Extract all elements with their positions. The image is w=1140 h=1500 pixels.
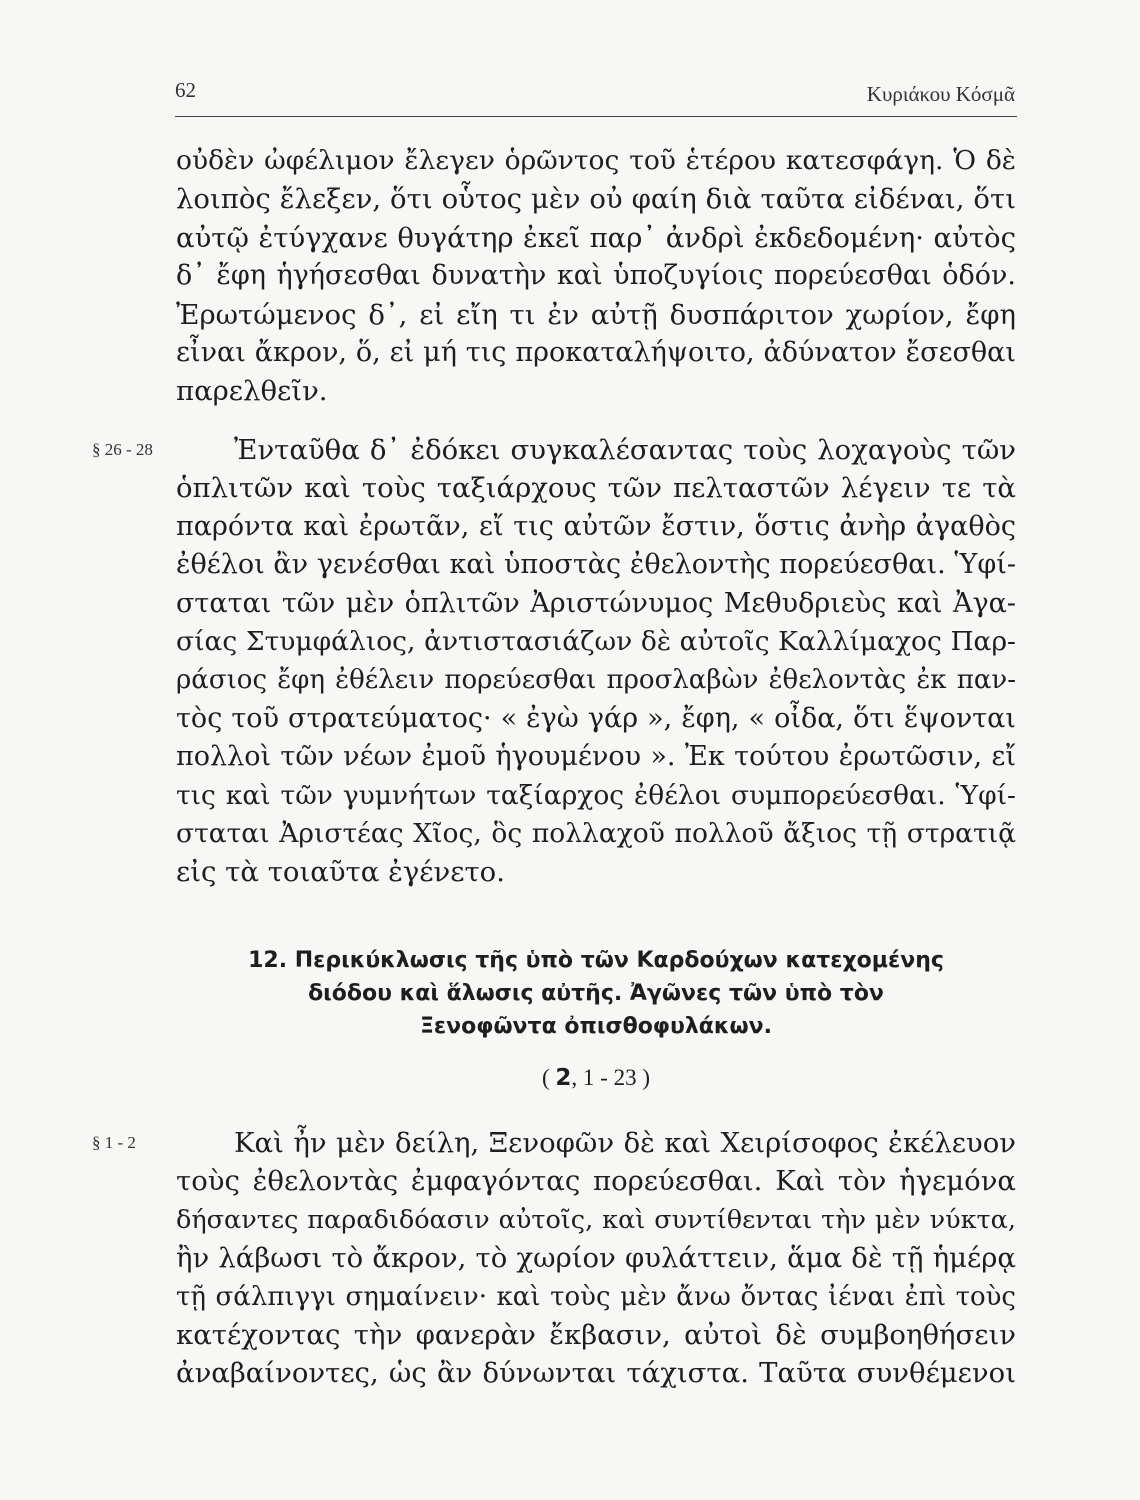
ref-open: (: [541, 1065, 556, 1090]
ref-rest: , 1 - 23 ): [571, 1065, 650, 1090]
text-line: Καὶ ἦν μὲν δείλη, Ξενοφῶν δὲ καὶ Χειρίσοφος ἐκέλευον: [234, 1127, 1016, 1159]
text-line: ράσιος ἔφη ἐθέλειν πορεύεσθαι προσλαβὼν ἐθελοντὰς ἐκ παν-: [176, 665, 1016, 696]
section-heading: [176, 944, 1016, 1043]
text-line: δ᾽ ἔφη ἡγήσεσθαι δυνατὴν καὶ ὑποζυγίοις πορεύεσθαι ὁδόν.: [176, 260, 1016, 292]
text-line: κατέχοντας τὴν φανερὰν ἔκβασιν, αὐτοὶ δὲ συμβοηθήσειν: [176, 1318, 1016, 1351]
heading-source-ref: [176, 1065, 1016, 1091]
page-number: 62: [175, 78, 196, 102]
paragraph-2: [176, 431, 1016, 892]
ref-book: 2: [555, 1065, 572, 1091]
text-line: παρελθεῖν.: [176, 375, 328, 408]
text-line: εἰς τὰ τοιαῦτα ἐγένετο.: [176, 856, 505, 889]
text-line: ἐθέλοι ἂν γενέσθαι καὶ ὑποστὰς ἐθελοντὴς πορεύεσθαι. Ὑφί-: [176, 549, 1016, 581]
text-line: ἀναβαίνοντες, ὡς ἂν δύνωνται τάχιστα. Ταῦτα συνθέμενοι: [176, 1357, 1016, 1390]
running-header: [175, 76, 1017, 117]
paragraph-3: [176, 1124, 1016, 1393]
text-line: Ἐνταῦθα δ᾽ ἐδόκει συγκαλέσαντας τοὺς λοχαγοὺς τῶν: [234, 434, 1016, 466]
text-line: ὁπλιτῶν καὶ τοὺς ταξιάρχους τῶν πελταστῶν λέγειν τε τὰ: [176, 472, 1016, 505]
heading-line: διόδου καὶ ἅλωσις αὐτῆς. Ἀγῶνες τῶν ὑπὸ τὸν: [308, 981, 884, 1006]
text-line: τῇ σάλπιγγι σημαίνειν· καὶ τοὺς μὲν ἄνω ὄντας ἰέναι ἐπὶ τοὺς: [176, 1281, 1016, 1312]
heading-line: 12. Περικύκλωσις τῆς ὑπὸ τῶν Καρδούχων κατεχομένης: [248, 948, 944, 973]
text-line: αὐτῷ ἐτύγχανε θυγάτηρ ἐκεῖ παρ᾽ ἀνδρὶ ἐκδεδομένη· αὐτὸς: [176, 221, 1016, 254]
paragraph-1: [176, 142, 1016, 411]
text-line: σταται Ἀριστέας Χῖος, ὃς πολλαχοῦ πολλοῦ ἄξιος τῇ στρατιᾷ: [176, 817, 1016, 849]
heading-line: Ξενοφῶντα ὀπισθοφυλάκων.: [419, 1014, 773, 1039]
text-line: σταται τῶν μὲν ὁπλιτῶν Ἀριστώνυμος Μεθυδριεὺς καὶ Ἀγα-: [176, 587, 1016, 619]
margin-section-ref: § 26 - 28: [92, 440, 153, 459]
text-line: λοιπὸς ἔλεξεν, ὅτι οὗτος μὲν οὐ φαίη διὰ ταῦτα εἰδέναι, ὅτι: [176, 183, 1016, 216]
margin-section-ref: § 1 - 2: [92, 1133, 136, 1152]
text-line: δήσαντες παραδιδόασιν αὐτοῖς, καὶ συντίθενται τὴν μὲν νύκτα,: [176, 1204, 1016, 1235]
text-line: τὸς τοῦ στρατεύματος· « ἐγὼ γάρ », ἔφη, « οἶδα, ὅτι ἕψονται: [176, 702, 1016, 734]
text-line: ἢν λάβωσι τὸ ἄκρον, τὸ χωρίον φυλάττειν, ἅμα δὲ τῇ ἡμέρᾳ: [176, 1242, 1016, 1275]
text-line: εἶναι ἄκρον, ὅ, εἰ μή τις προκαταλήψοιτο, ἀδύνατον ἔσεσθαι: [176, 336, 1016, 368]
text-line: πολλοὶ τῶν νέων ἐμοῦ ἡγουμένου ». Ἐκ τούτου ἐρωτῶσιν, εἴ: [176, 741, 1016, 773]
text-line: οὐδὲν ὠφέλιμον ἔλεγεν ὁρῶντος τοῦ ἑτέρου κατεσφάγη. Ὁ δὲ: [176, 145, 1016, 176]
text-line: Ἐρωτώμενος δ᾽, εἰ εἴη τι ἐν αὐτῇ δυσπάριτον χωρίον, ἔφη: [176, 298, 1016, 331]
text-line: παρόντα καὶ ἐρωτᾶν, εἴ τις αὐτῶν ἔστιν, ὅστις ἀνὴρ ἀγαθὸς: [176, 510, 1016, 542]
text-line: τις καὶ τῶν γυμνήτων ταξίαρχος ἐθέλοι συμπορεύεσθαι. Ὑφί-: [176, 779, 1016, 811]
text-line: σίας Στυμφάλιος, ἀντιστασιάζων δὲ αὐτοῖς Καλλίμαχος Παρ-: [176, 625, 1016, 657]
text-line: τοὺς ἐθελοντὰς ἐμφαγόντας πορεύεσθαι. Καὶ τὸν ἡγεμόνα: [176, 1165, 1016, 1198]
running-title: Κυριάκου Κόσμᾶ: [866, 82, 1015, 106]
